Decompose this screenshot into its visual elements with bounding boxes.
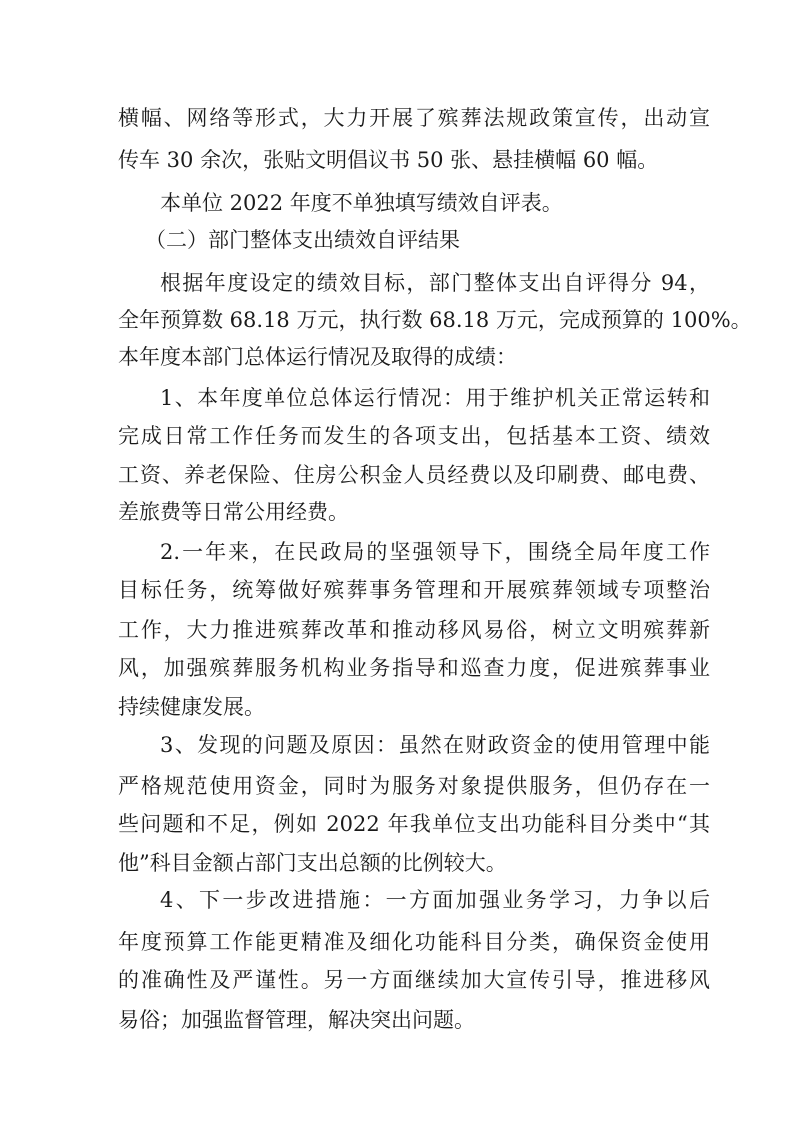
paragraph-line: 年度预算工作能更精准及细化功能科目分类，确保资金使用 (118, 930, 710, 954)
section-heading: （二）部门整体支出绩效自评结果 (145, 228, 460, 252)
paragraph-line: 本年度本部门总体运行情况及取得的成绩： (118, 345, 517, 369)
paragraph-line: 完成日常工作任务而发生的各项支出，包括基本工资、绩效 (118, 424, 710, 448)
paragraph-line: 差旅费等日常公用经费。 (118, 500, 349, 524)
paragraph-line: 4、下一步改进措施：一方面加强业务学习，力争以后 (160, 888, 710, 912)
paragraph-line: 工作，大力推进殡葬改革和推动移风易俗，树立文明殡葬新 (118, 618, 710, 642)
paragraph-line: 严格规范使用资金，同时为服务对象提供服务，但仍存在一 (118, 774, 710, 798)
paragraph-line: 目标任务，统筹做好殡葬事务管理和开展殡葬领域专项整治 (118, 578, 710, 602)
paragraph-line: 3、发现的问题及原因：虽然在财政资金的使用管理中能 (160, 733, 710, 757)
paragraph-line: 根据年度设定的绩效目标，部门整体支出自评得分 94， (160, 271, 710, 295)
paragraph-line: 2.一年来，在民政局的坚强领导下，围绕全局年度工作 (160, 540, 710, 564)
paragraph-line: 他”科目金额占部门支出总额的比例较大。 (118, 851, 507, 875)
paragraph-line: 1、本年度单位总体运行情况：用于维护机关正常运转和 (160, 386, 710, 410)
paragraph-line: 持续健康发展。 (118, 695, 265, 719)
paragraph-line: 易俗；加强监督管理，解决突出问题。 (118, 1008, 475, 1032)
paragraph-line: 传车 30 余次，张贴文明倡议书 50 张、悬挂横幅 60 幅。 (118, 148, 659, 172)
paragraph-line: 工资、养老保险、住房公积金人员经费以及印刷费、邮电费、 (118, 463, 710, 487)
paragraph-line: 的准确性及严谨性。另一方面继续加大宣传引导，推进移风 (118, 968, 710, 992)
paragraph-line: 些问题和不足，例如 2022 年我单位支出功能科目分类中“其 (118, 812, 710, 836)
paragraph-line: 风，加强殡葬服务机构业务指导和巡查力度，促进殡葬事业 (118, 656, 710, 680)
paragraph-line: 横幅、网络等形式，大力开展了殡葬法规政策宣传，出动宣 (118, 106, 710, 130)
paragraph-line: 全年预算数 68.18 万元，执行数 68.18 万元，完成预算的 100%。 (118, 308, 752, 332)
paragraph-line: 本单位 2022 年度不单独填写绩效自评表。 (160, 191, 563, 215)
